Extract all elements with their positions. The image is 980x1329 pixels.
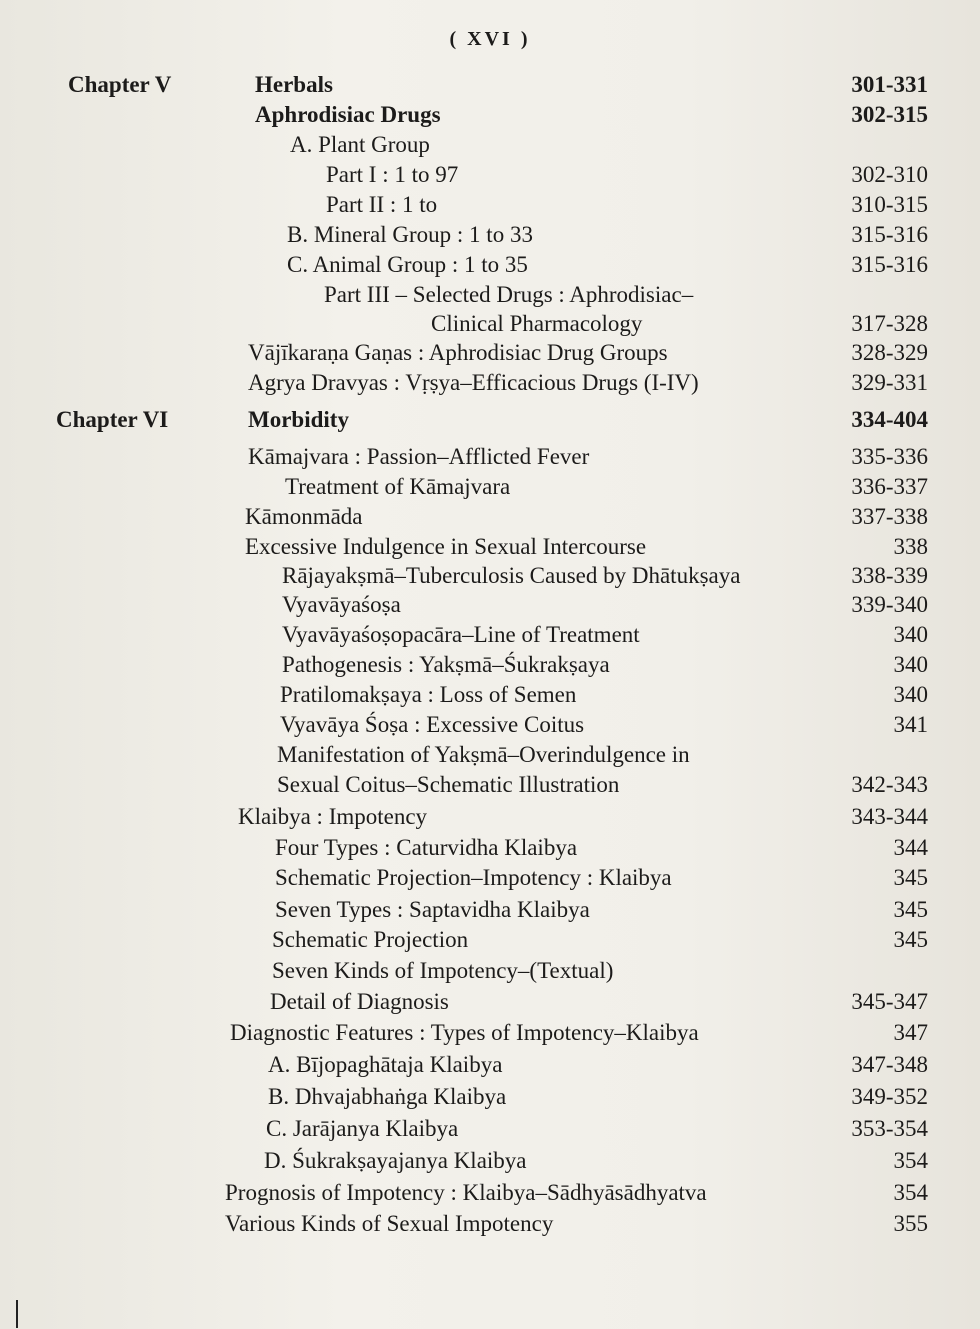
toc-entry [0,1178,980,1208]
toc-entry-pages: 334-404 [851,407,928,432]
toc-entry-title: Herbals [255,72,333,97]
toc-entry-pages: 345 [893,865,928,890]
toc-entry-title: Agrya Dravyas : Vṛṣya–Efficacious Drugs (I-IV) [248,370,699,395]
toc-entry-pages: 310-315 [851,192,928,217]
toc-entry-pages: 338 [893,534,928,559]
toc-entry-title: Kāmajvara : Passion–Afflicted Fever [248,444,590,469]
toc-entry-title: Klaibya : Impotency [238,804,428,829]
toc-entry-title: A. Bījopaghātaja Klaibya [268,1052,503,1077]
toc-entry [0,280,980,310]
toc-entry-title: D. Śukrakṣayajanya Klaibya [264,1148,527,1173]
toc-entry [0,1146,980,1176]
toc-entry-title: C. Animal Group : 1 to 35 [287,252,528,277]
toc-entry-title: Four Types : Caturvidha Klaibya [275,835,578,860]
toc-entry [0,802,980,832]
toc-entry [0,620,980,650]
toc-entry-pages: 336-337 [851,474,928,499]
toc-entry [0,405,980,435]
toc-entry-title: Vājīkaraṇa Gaṇas : Aphrodisiac Drug Groups [248,340,668,365]
toc-entry-title: Schematic Projection–Impotency : Klaibya [275,865,672,890]
toc-entry-pages: 315-316 [851,222,928,247]
toc-entry-pages: 341 [893,712,928,737]
toc-entry [0,1082,980,1112]
toc-entry-title: Manifestation of Yakṣmā–Overindulgence in [277,742,690,767]
toc-entry [0,502,980,532]
margin-mark [16,1300,18,1328]
toc-entry-pages: 340 [893,622,928,647]
toc-entry [0,250,980,280]
toc-entry-title: Treatment of Kāmajvara [285,474,511,499]
toc-entry-title: B. Dhvajabhaṅga Klaibya [268,1084,507,1109]
toc-entry [0,561,980,591]
toc-entry-pages: 354 [893,1148,928,1173]
toc-entry [0,710,980,740]
toc-entry [0,160,980,190]
toc-entry-title: Sexual Coitus–Schematic Illustration [277,772,620,797]
toc-entry-pages: 343-344 [851,804,928,829]
toc-entry [0,100,980,130]
toc-entry-pages: 302-315 [851,102,928,127]
toc-entry-pages: 354 [893,1180,928,1205]
toc-entry-pages: 349-352 [851,1084,928,1109]
toc-entry-title: Seven Kinds of Impotency–(Textual) [272,958,614,983]
toc-entry-title: Pathogenesis : Yakṣmā–Śukrakṣaya [282,652,610,677]
toc-entry-title: Part I : 1 to 97 [326,162,459,187]
toc-entry [0,650,980,680]
toc-entry-pages: 340 [893,652,928,677]
toc-entry [0,1050,980,1080]
toc-entry-title: Prognosis of Impotency : Klaibya–Sādhyāsādhyatva [225,1180,707,1205]
toc-entry-title: Vyavāya Śoṣa : Excessive Coitus [280,712,585,737]
toc-entry-pages: 338-339 [851,563,928,588]
toc-entry-pages: 344 [893,835,928,860]
toc-entry-pages: 329-331 [851,370,928,395]
toc-entry [0,590,980,620]
toc-entry-title: Detail of Diagnosis [270,989,449,1014]
toc-entry-title: Clinical Pharmacology [431,311,643,336]
toc-entry [0,895,980,925]
toc-entry-pages: 302-310 [851,162,928,187]
toc-entry-title: Schematic Projection [272,927,469,952]
toc-entry-pages: 337-338 [851,504,928,529]
toc-entry [0,1114,980,1144]
chapter-label: Chapter VI [56,407,169,432]
toc-entry-title: Diagnostic Features : Types of Impotency–Klaibya [230,1020,699,1045]
toc-entry-pages: 347 [893,1020,928,1045]
toc-entry [0,309,980,339]
toc-entry-title: Excessive Indulgence in Sexual Intercourse [245,534,647,559]
toc-entry-pages: 345-347 [851,989,928,1014]
toc-entry-title: Pratilomakṣaya : Loss of Semen [280,682,577,707]
toc-entry [0,338,980,368]
toc-entry-pages: 339-340 [851,592,928,617]
toc-entry-pages: 317-328 [851,311,928,336]
toc-entry-pages: 342-343 [851,772,928,797]
toc-entry-pages: 345 [893,897,928,922]
toc-entry-pages: 353-354 [851,1116,928,1141]
toc-entry [0,368,980,398]
toc-entry-title: Vyavāyaśoṣa [282,592,401,617]
toc-entry [0,925,980,955]
toc-entry-title: Various Kinds of Sexual Impotency [225,1211,554,1236]
toc-entry [0,220,980,250]
toc-entry-title: Morbidity [248,407,349,432]
toc-entry-title: Aphrodisiac Drugs [255,102,441,127]
toc-entry-pages: 355 [893,1211,928,1236]
toc-entry [0,863,980,893]
toc-entry-title: Part II : 1 to [326,192,438,217]
toc-entry-pages: 328-329 [851,340,928,365]
toc-entry [0,70,980,100]
chapter-label: Chapter V [68,72,172,97]
toc-entry-title: Kāmonmāda [245,504,363,529]
toc-entry [0,442,980,472]
toc-entry [0,472,980,502]
toc-entry [0,1209,980,1239]
toc-entry-pages: 347-348 [851,1052,928,1077]
toc-entry-pages: 345 [893,927,928,952]
toc-entry-title: A. Plant Group [290,132,430,157]
toc-entry-pages: 315-316 [851,252,928,277]
toc-entry-pages: 335-336 [851,444,928,469]
toc-entry [0,987,980,1017]
toc-entry [0,532,980,562]
toc-entry-title: Rājayakṣmā–Tuberculosis Caused by Dhātukṣaya [282,563,741,588]
toc-entry-pages: 340 [893,682,928,707]
toc-entry-title: Vyavāyaśoṣopacāra–Line of Treatment [282,622,640,647]
toc-entry [0,833,980,863]
toc-entry-title: C. Jarājanya Klaibya [266,1116,459,1141]
toc-entry [0,956,980,986]
toc-entry [0,740,980,770]
toc-entry [0,680,980,710]
toc-entry [0,190,980,220]
toc-entry [0,770,980,800]
toc-entry-title: Part III – Selected Drugs : Aphrodisiac– [324,282,694,307]
toc-entry [0,130,980,160]
toc-entry [0,1018,980,1048]
toc-entry-pages: 301-331 [851,72,928,97]
toc-entry-title: B. Mineral Group : 1 to 33 [287,222,533,247]
toc-entry-title: Seven Types : Saptavidha Klaibya [275,897,590,922]
page-number-header: ( XVI ) [449,28,531,50]
